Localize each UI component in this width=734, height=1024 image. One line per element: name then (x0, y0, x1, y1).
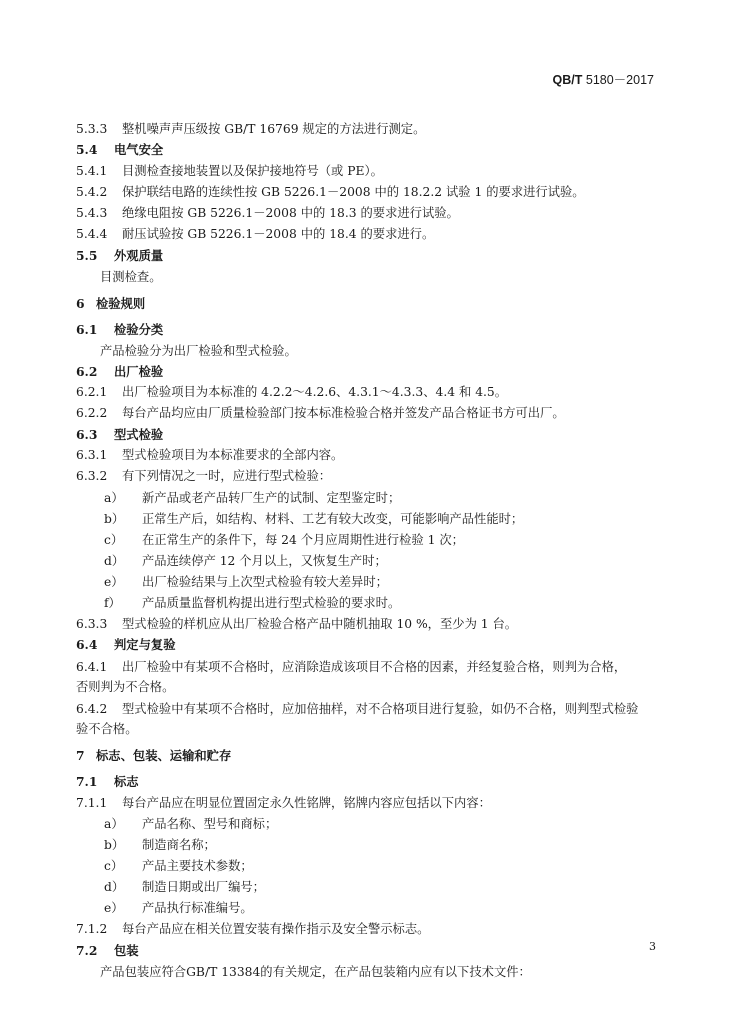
line-clause (76, 120, 670, 138)
clause-text: 检验分类 (114, 322, 164, 337)
clause-number: b） (104, 512, 125, 526)
clause-text: 出厂检验 (114, 364, 164, 379)
line-item (104, 878, 670, 896)
clause-number: 6.4.1 (76, 660, 108, 674)
clause-text: 每台产品应在相关位置安装有操作指示及安全警示标志。 (122, 922, 430, 936)
line-head2 (76, 321, 670, 339)
clause-text: 目测检查。 (100, 270, 162, 284)
line-clause (76, 404, 670, 422)
clause-text: 耐压试验按 GB 5226.1－2008 中的 18.4 的要求进行。 (122, 227, 435, 241)
clause-text: 绝缘电阻按 GB 5226.1－2008 中的 18.3 的要求进行试验。 (122, 206, 459, 220)
clause-number: 6.2.2 (76, 406, 108, 420)
line-head2 (76, 363, 670, 381)
clause-number: 5.3.3 (76, 122, 108, 136)
clause-text: 新产品或老产品转厂生产的试制、定型鉴定时； (142, 491, 401, 505)
clause-text: 正常生产后，如结构、材料、工艺有较大改变，可能影响产品性能时； (142, 512, 524, 526)
clause-number: 7.1.2 (76, 922, 108, 936)
clause-number: d） (104, 554, 125, 568)
clause-number: e） (104, 575, 124, 589)
clause-number: 5.4.3 (76, 206, 108, 220)
clause-text: 出厂检验中有某项不合格时，应消除造成该项目不合格的因素，并经复验合格，则判为合格， (122, 660, 627, 674)
clause-number: 7 (76, 748, 85, 763)
clause-text: 标志、包装、运输和贮存 (96, 748, 232, 763)
line-item (104, 489, 670, 507)
line-head2 (76, 426, 670, 444)
clause-text: 产品连续停产 12 个月以上，又恢复生产时； (142, 554, 387, 568)
clause-text: 每台产品均应由厂质量检验部门按本标准检验合格并签发产品合格证书方可出厂。 (122, 406, 565, 420)
standard-code-header (553, 70, 654, 88)
line-clause (76, 225, 670, 243)
clause-text: 判定与复验 (114, 637, 176, 652)
line-clause (76, 467, 670, 485)
clause-number: 6.3.3 (76, 617, 108, 631)
line-head1 (76, 295, 670, 313)
standard-number: 5180－2017 (582, 73, 654, 87)
line-item (104, 594, 670, 612)
clause-text: 型式检验项目为本标准要求的全部内容。 (122, 448, 344, 462)
line-clause (76, 615, 670, 633)
line-clause (76, 700, 670, 718)
clause-text: 保护联结电路的连续性按 GB 5226.1－2008 中的 18.2.2 试验 1 的要求进行试验。 (122, 185, 585, 199)
clause-number: 6.2 (76, 364, 98, 379)
line-clause (76, 446, 670, 464)
clause-text: 制造商名称； (142, 838, 216, 852)
clause-number: 6 (76, 296, 85, 311)
clause-number: a） (104, 491, 124, 505)
clause-number: 6.2.1 (76, 385, 108, 399)
clause-text: 验不合格。 (76, 722, 138, 736)
clause-number: b） (104, 838, 125, 852)
clause-number: 5.4.2 (76, 185, 108, 199)
line-head2 (76, 141, 670, 159)
clause-text: 出厂检验项目为本标准的 4.2.2～4.2.6、4.3.1～4.3.3、4.4 和 4.5。 (122, 385, 508, 399)
line-clause (76, 183, 670, 201)
line-item (104, 836, 670, 854)
line-cont (76, 720, 670, 738)
clause-number: 6.3.2 (76, 469, 108, 483)
line-head2 (76, 247, 670, 265)
line-clause (76, 794, 670, 812)
line-clause (76, 383, 670, 401)
clause-number: 7.1 (76, 774, 98, 789)
clause-number: d） (104, 880, 125, 894)
clause-text: 目测检查接地装置以及保护接地符号（或 PE）。 (122, 164, 383, 178)
clause-number: c） (104, 533, 124, 547)
clause-number: 6.4.2 (76, 702, 108, 716)
clause-text: 在正常生产的条件下，每 24 个月应周期性进行检验 1 次； (142, 533, 464, 547)
clause-text: 型式检验的样机应从出厂检验合格产品中随机抽取 10 %，至少为 1 台。 (122, 617, 518, 631)
line-item (104, 510, 670, 528)
clause-number: 7.1.1 (76, 796, 108, 810)
clause-text: 型式检验中有某项不合格时，应加倍抽样，对不合格项目进行复验，如仍不合格，则判型式检验 (122, 702, 639, 716)
line-head1 (76, 747, 670, 765)
clause-number: 5.4.1 (76, 164, 108, 178)
clause-text: 产品质量监督机构提出进行型式检验的要求时。 (142, 596, 401, 610)
clause-number: f） (104, 596, 121, 610)
clause-text: 产品检验分为出厂检验和型式检验。 (100, 344, 297, 358)
line-head2 (76, 773, 670, 791)
clause-number: 6.3.1 (76, 448, 108, 462)
clause-text: 否则判为不合格。 (76, 680, 175, 694)
clause-number: 6.3 (76, 427, 98, 442)
line-para (100, 268, 670, 286)
line-item (104, 531, 670, 549)
line-cont (76, 678, 670, 696)
clause-text: 检验规则 (96, 296, 146, 311)
clause-text: 制造日期或出厂编号； (142, 880, 265, 894)
line-item (104, 815, 670, 833)
clause-number: 7.2 (76, 943, 98, 958)
clause-number: c） (104, 859, 124, 873)
line-head2 (76, 636, 670, 654)
clause-text: 产品包装应符合GB/T 13384的有关规定，在产品包装箱内应有以下技术文件： (100, 965, 531, 979)
clause-number: 5.4.4 (76, 227, 108, 241)
line-item (104, 573, 670, 591)
clause-number: a） (104, 817, 124, 831)
clause-text: 外观质量 (114, 248, 164, 263)
line-clause (76, 162, 670, 180)
clause-text: 电气安全 (114, 142, 164, 157)
line-item (104, 857, 670, 875)
line-clause (76, 204, 670, 222)
clause-text: 每台产品应在明显位置固定永久性铭牌，铭牌内容应包括以下内容： (122, 796, 491, 810)
line-para (100, 342, 670, 360)
clause-text: 产品名称、型号和商标； (142, 817, 278, 831)
clause-number: e） (104, 901, 124, 915)
standard-prefix: QB/T (552, 73, 583, 87)
clause-text: 产品主要技术参数； (142, 859, 253, 873)
line-clause (76, 920, 670, 938)
clause-text: 有下列情况之一时，应进行型式检验： (122, 469, 332, 483)
clause-number: 6.4 (76, 637, 98, 652)
clause-text: 包装 (114, 943, 139, 958)
clause-text: 标志 (114, 774, 139, 789)
clause-text: 出厂检验结果与上次型式检验有较大差异时； (142, 575, 388, 589)
clause-number: 5.5 (76, 248, 98, 263)
clause-text: 产品执行标准编号。 (142, 901, 253, 915)
line-para (100, 963, 670, 981)
clause-number: 6.1 (76, 322, 98, 337)
line-item (104, 552, 670, 570)
line-head2 (76, 942, 670, 960)
page-number: 3 (649, 940, 656, 953)
clause-number: 5.4 (76, 142, 98, 157)
clause-text: 型式检验 (114, 427, 164, 442)
clause-text: 整机噪声声压级按 GB/T 16769 规定的方法进行测定。 (122, 122, 426, 136)
line-item (104, 899, 670, 917)
line-clause (76, 658, 670, 676)
